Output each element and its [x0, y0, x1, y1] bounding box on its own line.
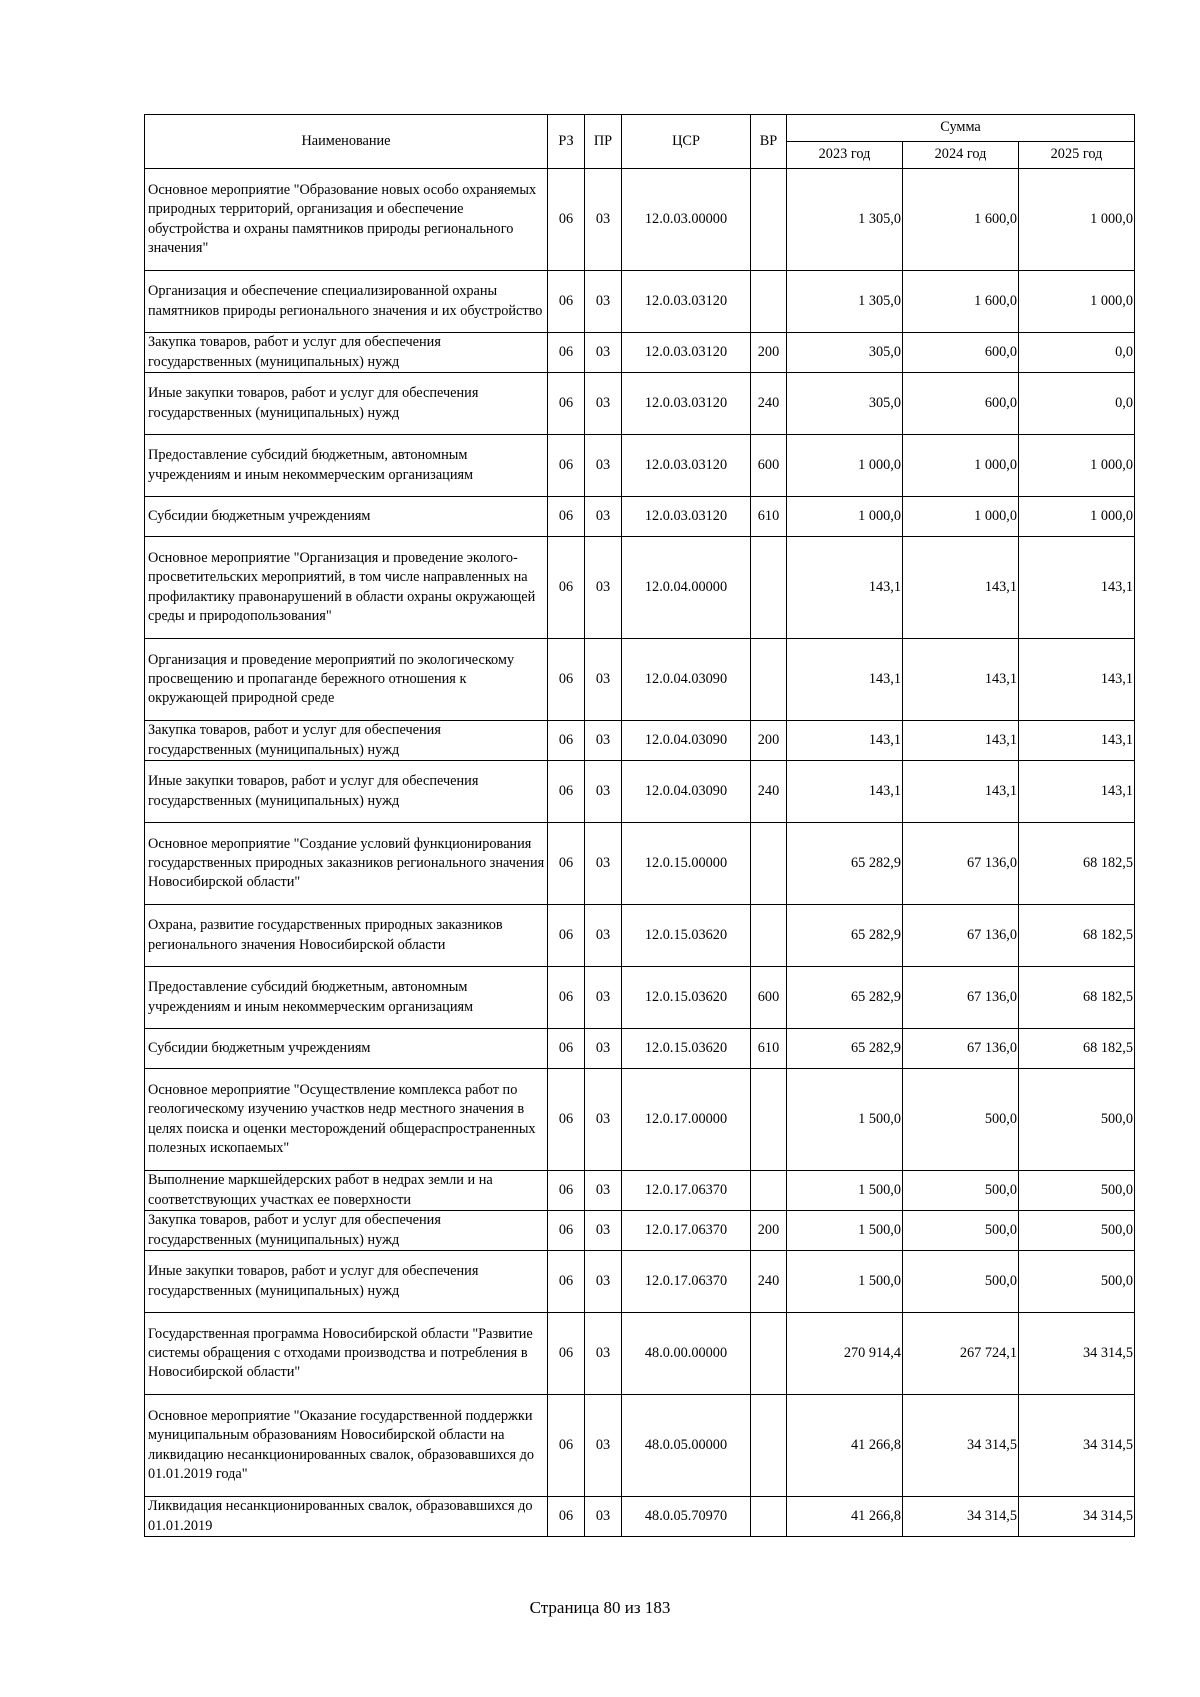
row-vr: 610: [751, 497, 787, 537]
row-pr: 03: [585, 1211, 622, 1251]
row-csr: 12.0.03.03120: [622, 497, 751, 537]
row-csr: 12.0.04.03090: [622, 721, 751, 761]
row-rz: 06: [548, 761, 585, 823]
row-sum-2025: 34 314,5: [1019, 1395, 1135, 1497]
row-sum-2024: 67 136,0: [903, 905, 1019, 967]
row-sum-2025: 500,0: [1019, 1171, 1135, 1211]
row-rz: 06: [548, 1313, 585, 1395]
row-csr: 12.0.17.06370: [622, 1211, 751, 1251]
row-sum-2025: 1 000,0: [1019, 169, 1135, 271]
table-row: [145, 1313, 1135, 1395]
row-name: Основное мероприятие "Организация и проведение эколого-просветительских мероприятий, в том числе направленных на профилактику правонарушений в области охраны окружающей среды и природопользования": [145, 537, 548, 639]
table-row: [145, 497, 1135, 537]
row-pr: 03: [585, 1313, 622, 1395]
row-pr: 03: [585, 761, 622, 823]
row-sum-2023: 270 914,4: [787, 1313, 903, 1395]
row-csr: 12.0.04.03090: [622, 761, 751, 823]
row-rz: 06: [548, 1029, 585, 1069]
row-pr: 03: [585, 1497, 622, 1537]
row-vr: 600: [751, 967, 787, 1029]
row-sum-2024: 500,0: [903, 1211, 1019, 1251]
row-pr: 03: [585, 435, 622, 497]
row-pr: 03: [585, 1395, 622, 1497]
row-vr: [751, 905, 787, 967]
row-pr: 03: [585, 497, 622, 537]
row-rz: 06: [548, 333, 585, 373]
row-sum-2025: 68 182,5: [1019, 905, 1135, 967]
row-sum-2023: 1 500,0: [787, 1211, 903, 1251]
row-rz: 06: [548, 1069, 585, 1171]
row-name: Закупка товаров, работ и услуг для обеспечения государственных (муниципальных) нужд: [145, 333, 548, 373]
table-row: [145, 1171, 1135, 1211]
row-rz: 06: [548, 1395, 585, 1497]
table-row: [145, 271, 1135, 333]
table-row: [145, 537, 1135, 639]
row-pr: 03: [585, 537, 622, 639]
row-rz: 06: [548, 823, 585, 905]
row-csr: 12.0.15.03620: [622, 967, 751, 1029]
row-pr: 03: [585, 905, 622, 967]
row-sum-2024: 600,0: [903, 333, 1019, 373]
row-sum-2025: 143,1: [1019, 721, 1135, 761]
row-name: Основное мероприятие "Оказание государственной поддержки муниципальным образованиям Новосибирской области на ликвидацию несанкционированных свалок, образовавшихся до 01.01.2019 года": [145, 1395, 548, 1497]
table-header: [145, 115, 1135, 169]
row-sum-2025: 1 000,0: [1019, 497, 1135, 537]
header-pr: ПР: [585, 115, 622, 169]
row-sum-2024: 500,0: [903, 1251, 1019, 1313]
row-rz: 06: [548, 1251, 585, 1313]
row-rz: 06: [548, 435, 585, 497]
row-sum-2025: 68 182,5: [1019, 823, 1135, 905]
row-sum-2025: 0,0: [1019, 333, 1135, 373]
row-pr: 03: [585, 333, 622, 373]
row-sum-2024: 1 000,0: [903, 497, 1019, 537]
table-row: [145, 639, 1135, 721]
row-vr: [751, 537, 787, 639]
row-name: Иные закупки товаров, работ и услуг для обеспечения государственных (муниципальных) нужд: [145, 761, 548, 823]
row-sum-2024: 267 724,1: [903, 1313, 1019, 1395]
row-csr: 48.0.05.00000: [622, 1395, 751, 1497]
row-sum-2024: 500,0: [903, 1171, 1019, 1211]
row-rz: 06: [548, 1171, 585, 1211]
header-name: Наименование: [145, 115, 548, 169]
row-vr: [751, 1497, 787, 1537]
page-number: Страница 80 из 183: [529, 1598, 671, 1617]
header-vr: ВР: [751, 115, 787, 169]
row-csr: 12.0.17.06370: [622, 1251, 751, 1313]
row-name: Охрана, развитие государственных природных заказников регионального значения Новосибирской области: [145, 905, 548, 967]
row-sum-2023: 143,1: [787, 537, 903, 639]
row-name: Основное мероприятие "Создание условий функционирования государственных природных заказников регионального значения Новосибирской области": [145, 823, 548, 905]
header-year-2025: 2025 год: [1019, 142, 1135, 169]
row-vr: 610: [751, 1029, 787, 1069]
table-row: [145, 721, 1135, 761]
row-sum-2023: 41 266,8: [787, 1395, 903, 1497]
row-sum-2025: 500,0: [1019, 1069, 1135, 1171]
row-rz: 06: [548, 1211, 585, 1251]
budget-table: [144, 114, 1135, 1537]
row-csr: 12.0.17.00000: [622, 1069, 751, 1171]
table-body: [145, 169, 1135, 1537]
row-pr: 03: [585, 967, 622, 1029]
row-vr: [751, 823, 787, 905]
row-name: Закупка товаров, работ и услуг для обеспечения государственных (муниципальных) нужд: [145, 721, 548, 761]
row-sum-2023: 41 266,8: [787, 1497, 903, 1537]
row-sum-2025: 143,1: [1019, 639, 1135, 721]
row-sum-2023: 65 282,9: [787, 823, 903, 905]
row-csr: 12.0.03.03120: [622, 373, 751, 435]
row-name: Предоставление субсидий бюджетным, автономным учреждениям и иным некоммерческим организациям: [145, 967, 548, 1029]
row-sum-2024: 600,0: [903, 373, 1019, 435]
row-sum-2023: 1 305,0: [787, 271, 903, 333]
row-sum-2025: 143,1: [1019, 537, 1135, 639]
row-pr: 03: [585, 373, 622, 435]
row-sum-2023: 1 500,0: [787, 1069, 903, 1171]
row-csr: 48.0.05.70970: [622, 1497, 751, 1537]
row-vr: [751, 1395, 787, 1497]
row-sum-2023: 1 000,0: [787, 497, 903, 537]
row-sum-2024: 34 314,5: [903, 1395, 1019, 1497]
row-name: Государственная программа Новосибирской области "Развитие системы обращения с отходами производства и потребления в Новосибирской области": [145, 1313, 548, 1395]
row-csr: 12.0.04.00000: [622, 537, 751, 639]
row-sum-2024: 67 136,0: [903, 967, 1019, 1029]
row-name: Субсидии бюджетным учреждениям: [145, 1029, 548, 1069]
row-name: Организация и обеспечение специализированной охраны памятников природы регионального значения и их обустройство: [145, 271, 548, 333]
row-vr: 240: [751, 761, 787, 823]
row-sum-2023: 1 000,0: [787, 435, 903, 497]
row-sum-2025: 1 000,0: [1019, 435, 1135, 497]
row-sum-2024: 500,0: [903, 1069, 1019, 1171]
row-sum-2024: 67 136,0: [903, 1029, 1019, 1069]
row-sum-2024: 143,1: [903, 537, 1019, 639]
row-sum-2023: 1 305,0: [787, 169, 903, 271]
row-sum-2023: 65 282,9: [787, 967, 903, 1029]
header-rz: РЗ: [548, 115, 585, 169]
row-rz: 06: [548, 905, 585, 967]
table-row: [145, 333, 1135, 373]
row-csr: 48.0.00.00000: [622, 1313, 751, 1395]
row-sum-2023: 143,1: [787, 639, 903, 721]
row-pr: 03: [585, 271, 622, 333]
table-row: [145, 1211, 1135, 1251]
row-name: Субсидии бюджетным учреждениям: [145, 497, 548, 537]
row-csr: 12.0.03.03120: [622, 435, 751, 497]
row-pr: 03: [585, 169, 622, 271]
row-sum-2024: 143,1: [903, 639, 1019, 721]
row-sum-2023: 305,0: [787, 333, 903, 373]
row-pr: 03: [585, 1069, 622, 1171]
row-sum-2024: 1 600,0: [903, 271, 1019, 333]
row-csr: 12.0.15.03620: [622, 905, 751, 967]
row-name: Основное мероприятие "Осуществление комплекса работ по геологическому изучению участков недр местного значения в целях поиска и оценки месторождений общераспространенных полезных ископаемых": [145, 1069, 548, 1171]
row-rz: 06: [548, 639, 585, 721]
header-year-2023: 2023 год: [787, 142, 903, 169]
row-rz: 06: [548, 169, 585, 271]
row-pr: 03: [585, 1171, 622, 1211]
row-name: Основное мероприятие "Образование новых особо охраняемых природных территорий, организация и обеспечение обустройства и охраны памятников природы регионального значения": [145, 169, 548, 271]
row-vr: [751, 271, 787, 333]
row-sum-2023: 305,0: [787, 373, 903, 435]
row-sum-2024: 1 000,0: [903, 435, 1019, 497]
row-vr: 600: [751, 435, 787, 497]
row-sum-2025: 1 000,0: [1019, 271, 1135, 333]
row-name: Иные закупки товаров, работ и услуг для обеспечения государственных (муниципальных) нужд: [145, 373, 548, 435]
row-sum-2024: 143,1: [903, 721, 1019, 761]
row-vr: 200: [751, 721, 787, 761]
row-rz: 06: [548, 271, 585, 333]
row-vr: [751, 1069, 787, 1171]
row-sum-2023: 1 500,0: [787, 1251, 903, 1313]
row-sum-2024: 1 600,0: [903, 169, 1019, 271]
row-csr: 12.0.17.06370: [622, 1171, 751, 1211]
row-csr: 12.0.03.00000: [622, 169, 751, 271]
row-sum-2025: 68 182,5: [1019, 1029, 1135, 1069]
row-sum-2023: 143,1: [787, 721, 903, 761]
row-rz: 06: [548, 967, 585, 1029]
row-pr: 03: [585, 823, 622, 905]
row-vr: 200: [751, 333, 787, 373]
row-rz: 06: [548, 537, 585, 639]
row-name: Выполнение маркшейдерских работ в недрах земли и на соответствующих участках ее поверхности: [145, 1171, 548, 1211]
row-vr: [751, 1171, 787, 1211]
table-row: [145, 1251, 1135, 1313]
row-csr: 12.0.15.00000: [622, 823, 751, 905]
row-csr: 12.0.03.03120: [622, 333, 751, 373]
row-sum-2025: 500,0: [1019, 1251, 1135, 1313]
row-pr: 03: [585, 721, 622, 761]
table-row: [145, 905, 1135, 967]
row-sum-2025: 143,1: [1019, 761, 1135, 823]
row-sum-2023: 65 282,9: [787, 1029, 903, 1069]
row-sum-2025: 0,0: [1019, 373, 1135, 435]
row-rz: 06: [548, 373, 585, 435]
table-row: [145, 435, 1135, 497]
table-row: [145, 967, 1135, 1029]
row-sum-2025: 500,0: [1019, 1211, 1135, 1251]
row-name: Организация и проведение мероприятий по экологическому просвещению и пропаганде бережного отношения к окружающей природной среде: [145, 639, 548, 721]
row-sum-2024: 34 314,5: [903, 1497, 1019, 1537]
table-row: [145, 1395, 1135, 1497]
row-vr: [751, 639, 787, 721]
table-row: [145, 823, 1135, 905]
row-vr: 200: [751, 1211, 787, 1251]
table-row: [145, 761, 1135, 823]
row-sum-2025: 34 314,5: [1019, 1497, 1135, 1537]
header-sum: Сумма: [787, 115, 1135, 142]
row-sum-2025: 34 314,5: [1019, 1313, 1135, 1395]
row-vr: [751, 1313, 787, 1395]
row-vr: 240: [751, 1251, 787, 1313]
row-csr: 12.0.03.03120: [622, 271, 751, 333]
row-sum-2024: 67 136,0: [903, 823, 1019, 905]
row-sum-2023: 65 282,9: [787, 905, 903, 967]
row-sum-2025: 68 182,5: [1019, 967, 1135, 1029]
row-csr: 12.0.04.03090: [622, 639, 751, 721]
table-row: [145, 373, 1135, 435]
table-row: [145, 1069, 1135, 1171]
row-vr: 240: [751, 373, 787, 435]
row-sum-2024: 143,1: [903, 761, 1019, 823]
row-name: Ликвидация несанкционированных свалок, образовавшихся до 01.01.2019: [145, 1497, 548, 1537]
row-csr: 12.0.15.03620: [622, 1029, 751, 1069]
row-sum-2023: 1 500,0: [787, 1171, 903, 1211]
row-rz: 06: [548, 497, 585, 537]
row-sum-2023: 143,1: [787, 761, 903, 823]
row-vr: [751, 169, 787, 271]
row-rz: 06: [548, 1497, 585, 1537]
table-row: [145, 1497, 1135, 1537]
row-pr: 03: [585, 1251, 622, 1313]
header-year-2024: 2024 год: [903, 142, 1019, 169]
table-row: [145, 1029, 1135, 1069]
row-name: Предоставление субсидий бюджетным, автономным учреждениям и иным некоммерческим организациям: [145, 435, 548, 497]
row-pr: 03: [585, 639, 622, 721]
table-row: [145, 169, 1135, 271]
row-rz: 06: [548, 721, 585, 761]
row-name: Иные закупки товаров, работ и услуг для обеспечения государственных (муниципальных) нужд: [145, 1251, 548, 1313]
header-csr: ЦСР: [622, 115, 751, 169]
row-pr: 03: [585, 1029, 622, 1069]
row-name: Закупка товаров, работ и услуг для обеспечения государственных (муниципальных) нужд: [145, 1211, 548, 1251]
